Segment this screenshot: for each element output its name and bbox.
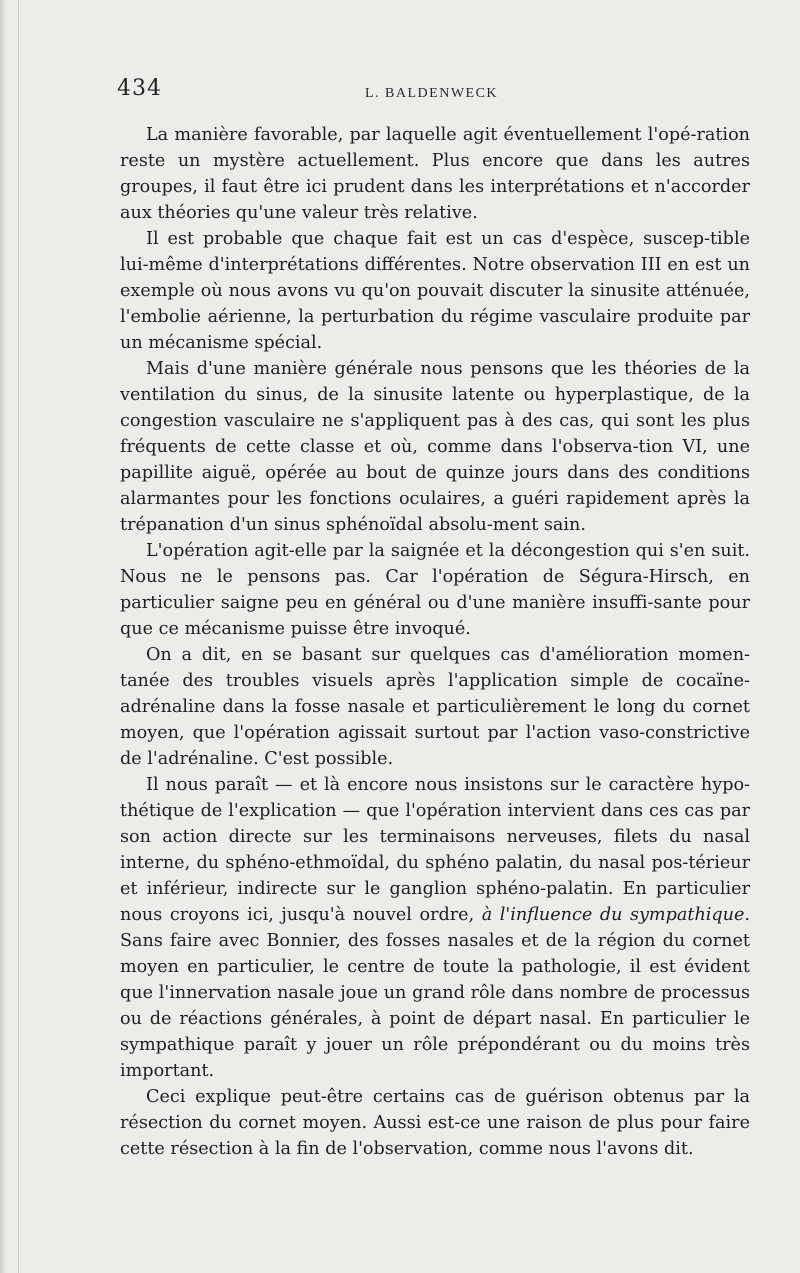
paragraph-6-text-b: . Sans faire avec Bonnier, des fosses nasales et de la région du cornet moyen en particulier, le centre de toute la pathologie, il est évident que l'innervation nasale joue un grand rôle dans nombre de processus ou de réactions générales, à point de départ nasal. En particulier le sympathique paraît y jouer un rôle prépondérant ou du moins très important. (120, 905, 750, 1081)
paragraph-6-italic: à l'influence du sympathique (481, 905, 745, 925)
paragraph-3: Mais d'une manière générale nous pensons que les théories de la ventilation du sinus, de la sinusite latente ou hyperplastique, de la congestion vasculaire ne s'appliquent pas à des cas, qui sont les plus fréquents de cette classe et où, comme dans l'observa-tion VI, une papillite aiguë, opérée au bout de quinze jours dans des conditions alarmantes pour les fonctions oculaires, a guéri rapidement après la trépanation d'un sinus sphénoïdal absolu-ment sain. (120, 359, 750, 535)
paragraph-1: La manière favorable, par laquelle agit éventuellement l'opé-ration reste un mystère actuellement. Plus encore que dans les autres groupes, il faut être ici prudent dans les interprétations et n'accorder aux théories qu'une valeur très relative. (120, 125, 750, 223)
paragraph-6-text-a: Il nous paraît — et là encore nous insistons sur le caractère hypo-thétique de l'explication — que l'opération intervient dans ces cas par son action directe sur les terminaisons nerveuses, filets du nasal interne, du sphéno-ethmoïdal, du sphéno palatin, du nasal pos-térieur et inférieur, indirecte sur le ganglion sphéno-palatin. En particulier nous croyons ici, jusqu'à nouvel ordre, (120, 775, 750, 925)
page-edge-line (18, 0, 19, 1273)
paragraph-6 (120, 772, 750, 1084)
running-head-author: L. BALDENWECK (365, 86, 499, 101)
paragraph-4: L'opération agit-elle par la saignée et la décongestion qui s'en suit. Nous ne le pensons pas. Car l'opération de Ségura-Hirsch, en particulier saigne peu en général ou d'une manière insuffi-sante pour que ce mécanisme puisse être invoqué. (120, 541, 750, 639)
paragraph-2: Il est probable que chaque fait est un cas d'espèce, suscep-tible lui-même d'interprétations différentes. Notre observation III en est un exemple où nous avons vu qu'on pouvait discuter la sinusite atténuée, l'embolie aérienne, la perturbation du régime vasculaire produite par un mécanisme spécial. (120, 229, 750, 353)
paragraph-7: Ceci explique peut-être certains cas de guérison obtenus par la résection du cornet moyen. Aussi est-ce une raison de plus pour faire cette résection à la fin de l'observation, comme nous l'avons dit. (120, 1087, 750, 1159)
page-header (117, 72, 757, 112)
paragraph-5: On a dit, en se basant sur quelques cas d'amélioration momen-tanée des troubles visuels après l'application simple de cocaïne-adrénaline dans la fosse nasale et particulièrement le long du cornet moyen, que l'opération agissait surtout par l'action vaso-constrictive de l'adrénaline. C'est possible. (120, 645, 750, 769)
page-number: 434 (117, 76, 162, 101)
body-text (120, 122, 750, 1162)
